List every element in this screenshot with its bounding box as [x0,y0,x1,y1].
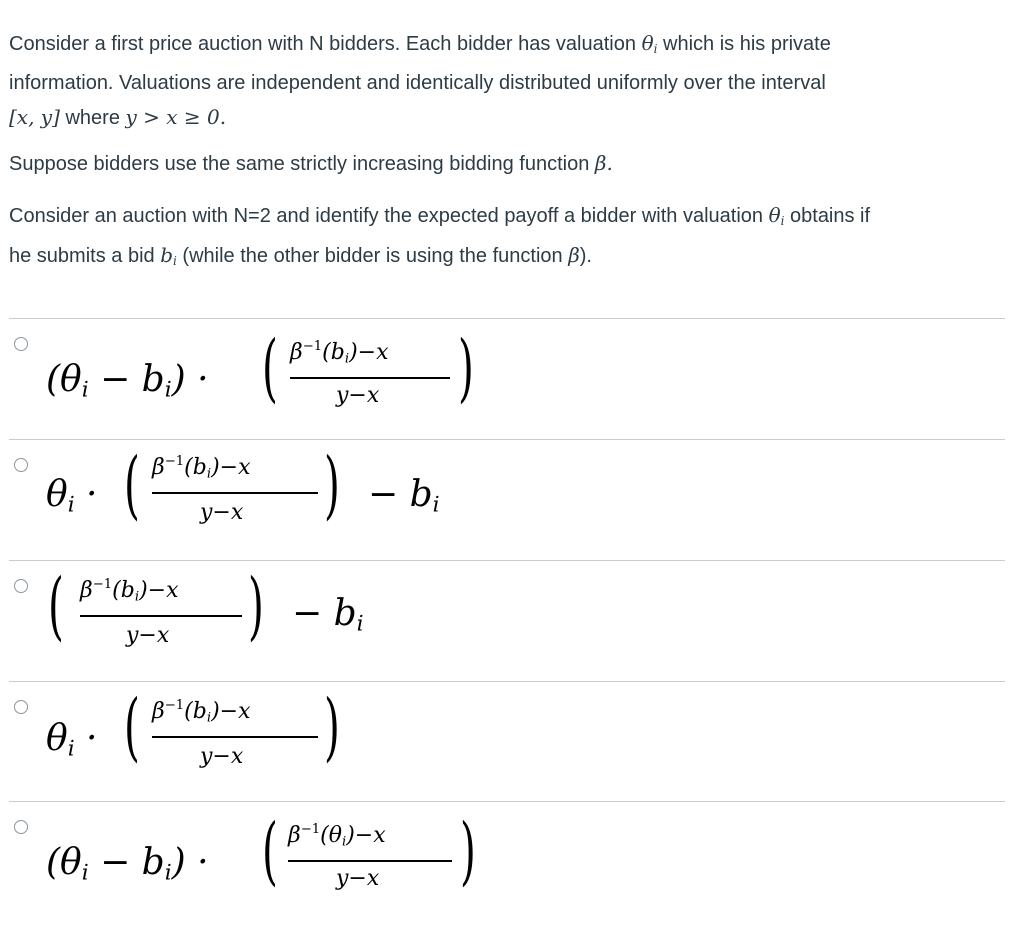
beta-symbol: β. [594,151,613,175]
question-paragraph-2 [9,146,1009,181]
right-paren: ) [458,325,474,411]
fraction-bar [152,492,318,494]
answer-option-a[interactable] [0,319,1024,437]
radio-button[interactable] [14,700,28,714]
question-text: (while the other bidder is using the function [176,245,569,267]
option-prefix: $(\theta_i - b_i)$ · [46,359,209,403]
radio-button[interactable] [14,458,28,472]
fraction-bar [288,860,452,862]
option-suffix: − $b_i$ [292,593,364,637]
question-paragraph-1 [9,26,1009,135]
fraction-bar [290,377,450,379]
radio-button[interactable] [14,337,28,351]
fraction-denominator: y−x [200,500,244,525]
answer-option-b[interactable] [0,440,1024,558]
fraction-bar [80,615,242,617]
question-text: he submits a bid [9,245,161,267]
left-paren: ( [124,442,140,528]
fraction-numerator: $\beta^{-1}(b_i)-x$ [152,454,251,482]
fraction-numerator: $\beta^{-1}(b_i)-x$ [152,698,251,726]
fraction-numerator: $\beta^{-1}(b_i)-x$ [290,339,389,367]
beta-symbol: β [568,243,580,267]
left-paren: ( [48,563,64,649]
fraction-denominator: y−x [200,744,244,769]
answer-option-c[interactable] [0,561,1024,679]
question-text: obtains if [784,205,871,227]
question-text: which is his private [657,33,831,55]
question-text: Suppose bidders use the same strictly increasing bidding function [9,153,595,175]
fraction-denominator: y−x [126,623,170,648]
left-paren: ( [124,684,140,770]
question-text: Consider a first price auction with N bidders. Each bidder has valuation [9,33,642,55]
right-paren: ) [248,563,264,649]
fraction-numerator: $\beta^{-1}(\theta_i)-x$ [288,822,386,850]
fraction-denominator: y−x [336,866,380,891]
left-paren: ( [262,808,278,894]
option-prefix: $\theta_i$ · [46,474,98,518]
right-paren: ) [460,808,476,894]
left-paren: ( [262,325,278,411]
radio-button[interactable] [14,820,28,834]
question-text: where [59,107,126,129]
right-paren: ) [324,442,340,528]
theta-symbol: $\theta_i$ [768,203,785,228]
answer-option-e[interactable] [0,802,1024,920]
answer-option-d[interactable] [0,682,1024,800]
condition-expression: y > x ≥ 0. [125,105,227,129]
option-prefix: $\theta_i$ · [46,718,98,762]
theta-symbol: $\theta_i$ [641,31,658,56]
option-suffix: − $b_i$ [368,474,440,518]
bid-symbol: $b_i$ [160,243,177,268]
question-text: ). [579,245,592,267]
question-paragraph-3 [9,198,1009,278]
interval-expression: [x, y] [9,105,60,129]
radio-button[interactable] [14,579,28,593]
fraction-bar [152,736,318,738]
fraction-numerator: $\beta^{-1}(b_i)-x$ [80,577,179,605]
option-prefix: $(\theta_i - b_i)$ · [46,842,209,886]
question-text: information. Valuations are independent and identically distributed uniformly over the interval [9,72,826,94]
question-text: Consider an auction with N=2 and identify the expected payoff a bidder with valuation [9,205,769,227]
fraction-denominator: y−x [336,383,380,408]
right-paren: ) [324,684,340,770]
